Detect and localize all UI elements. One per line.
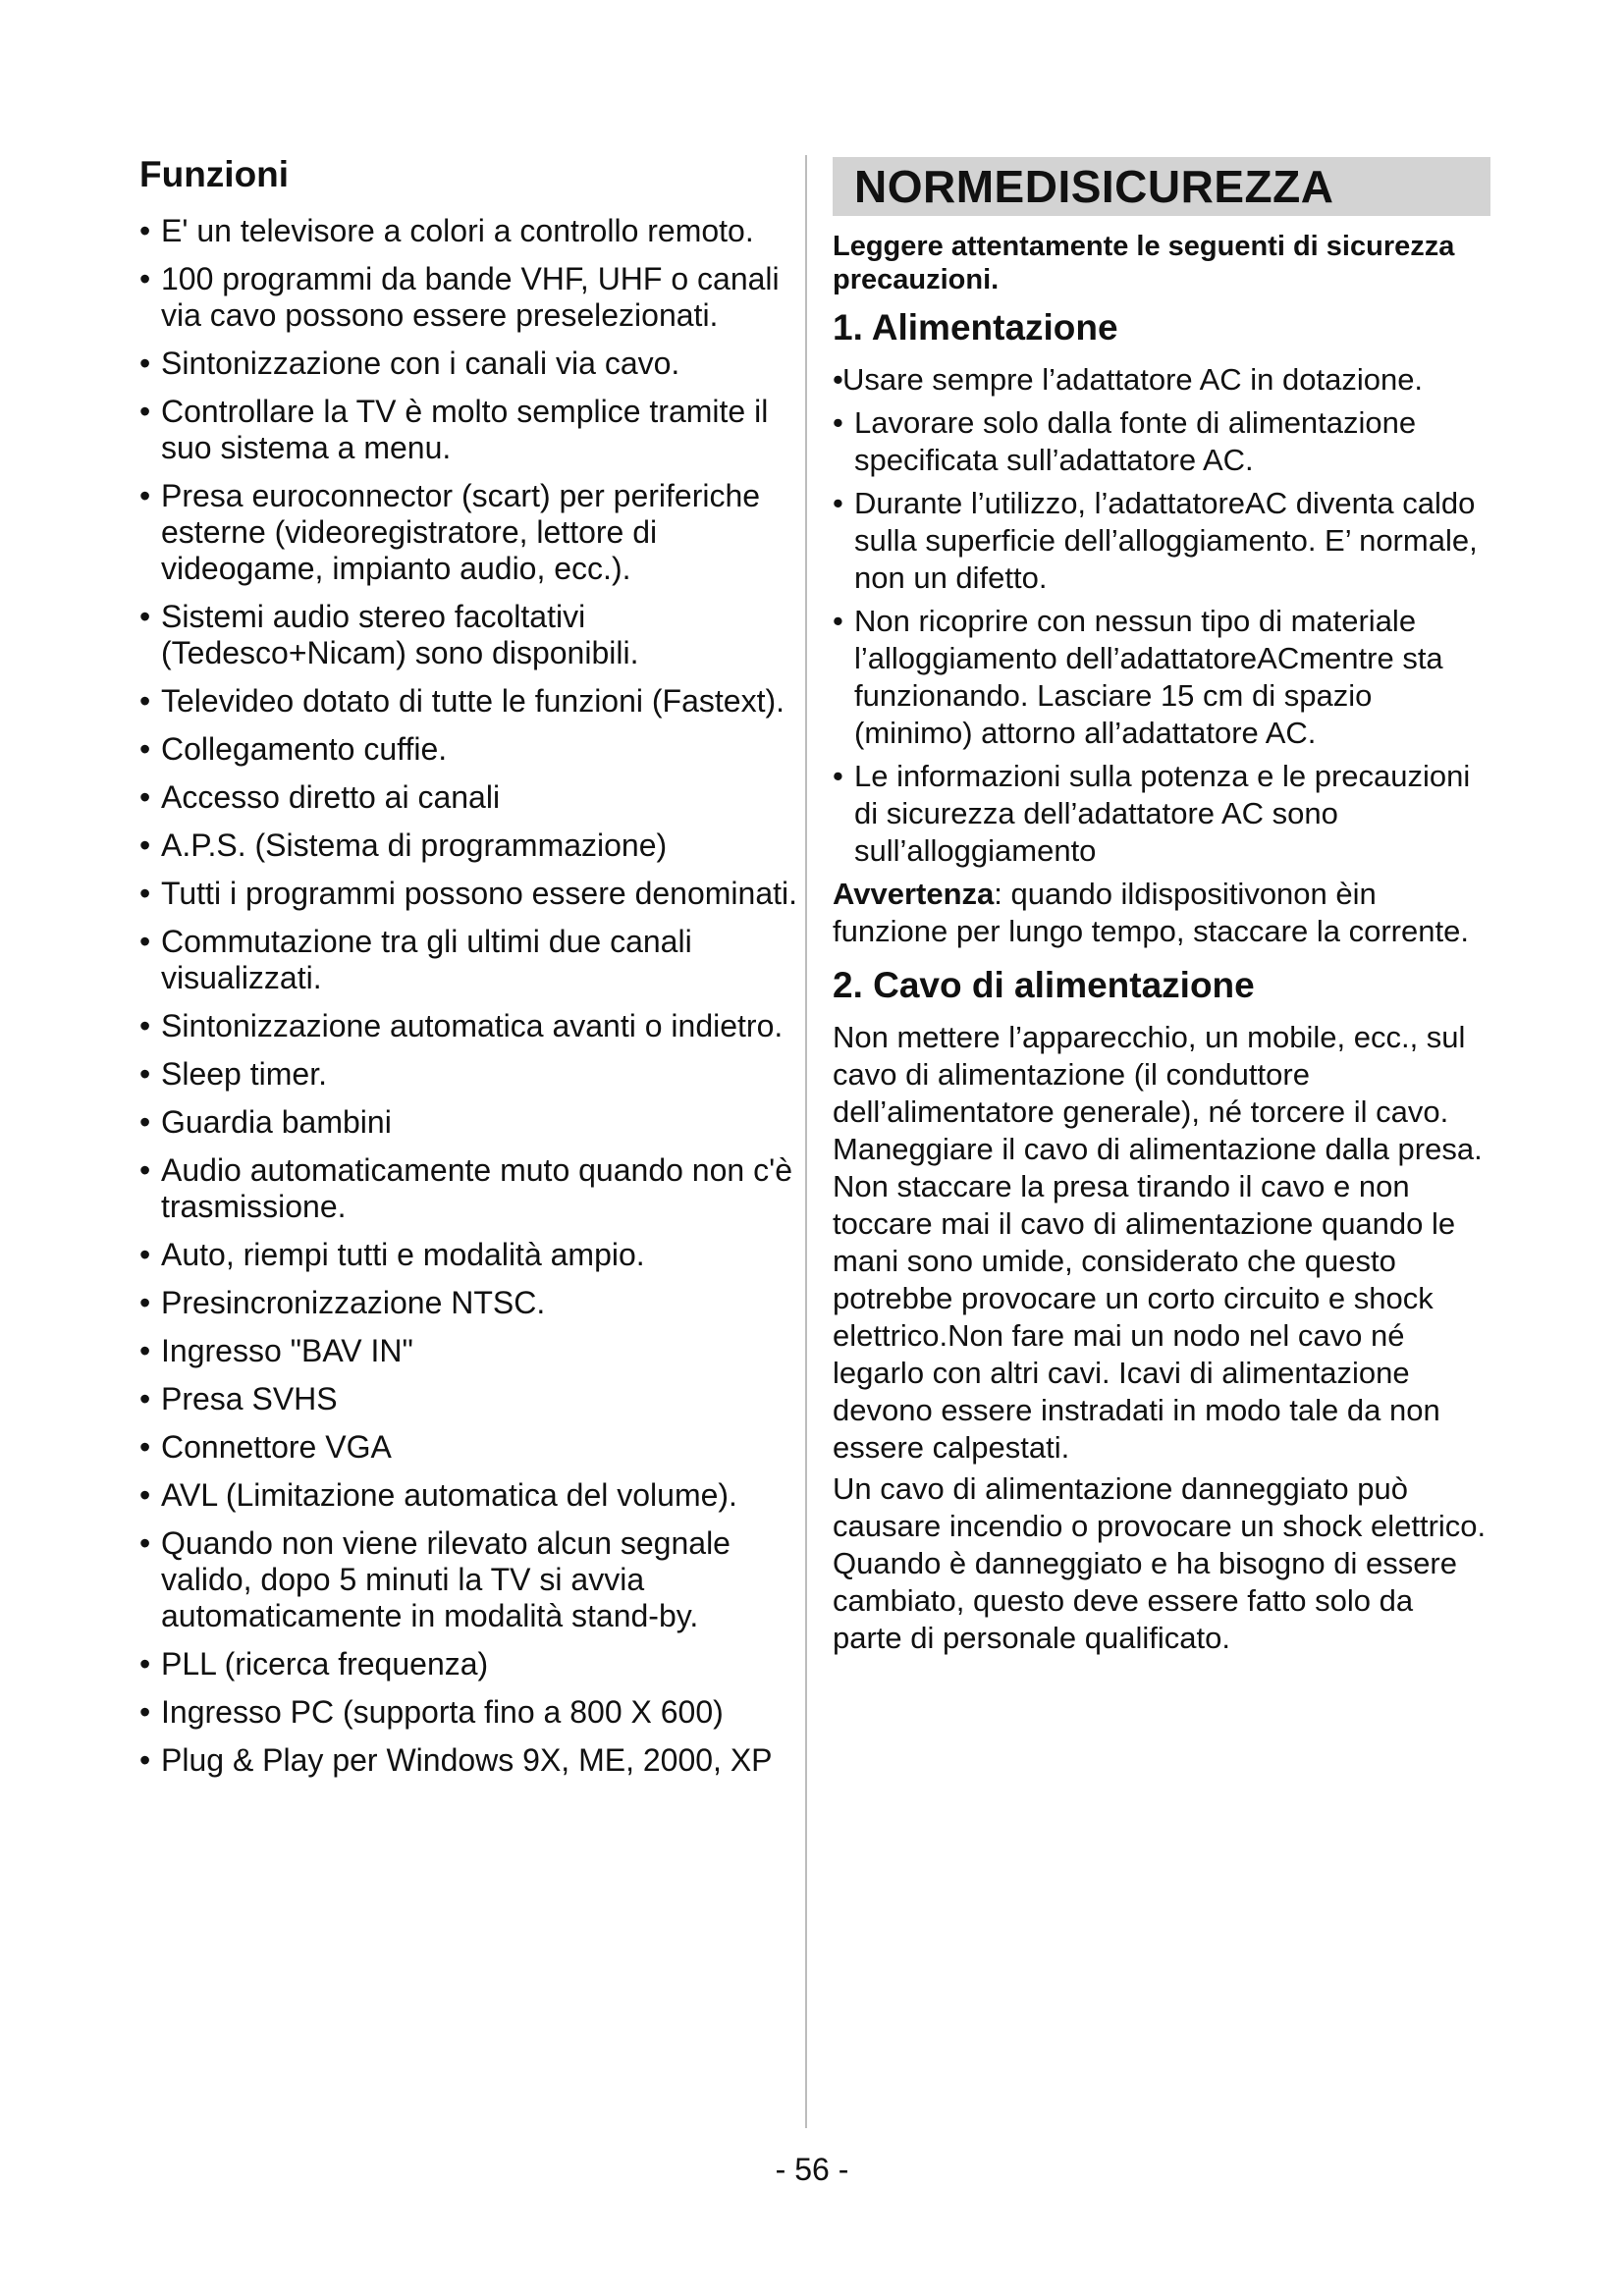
feature-item: • A.P.S. (Sistema di programmazione) xyxy=(139,828,803,864)
feature-item: • AVL (Limitazione automatica del volume). xyxy=(139,1477,803,1514)
feature-item: • Accesso diretto ai canali xyxy=(139,779,803,816)
warning-label: Avvertenza xyxy=(833,877,995,911)
warning-text: : quando ildispositivonon èin funzione per lungo tempo, staccare la corrente. xyxy=(833,877,1469,948)
feature-item: • E' un televisore a colori a controllo remoto. xyxy=(139,213,803,249)
power-item: • Non ricoprire con nessun tipo di materiale l’alloggiamento dell’adattatoreACmentre sta funzionando. Lasciare 15 cm di spazio (minimo) attorno all’adattatore AC. xyxy=(833,603,1490,752)
feature-item: • Sintonizzazione automatica avanti o indietro. xyxy=(139,1008,803,1044)
feature-item: • Quando non viene rilevato alcun segnale valido, dopo 5 minuti la TV si avvia automaticamente in modalità stand-by. xyxy=(139,1525,803,1634)
feature-item: • Presa euroconnector (scart) per periferiche esterne (videoregistratore, lettore di videogame, impianto audio, ecc.). xyxy=(139,478,803,587)
safety-banner: NORMEDISICUREZZA xyxy=(833,157,1490,216)
feature-item: • Audio automaticamente muto quando non c'è trasmissione. xyxy=(139,1152,803,1225)
feature-item: • Auto, riempi tutti e modalità ampio. xyxy=(139,1237,803,1273)
power-item: • Lavorare solo dalla fonte di alimentazione specificata sull’adattatore AC. xyxy=(833,404,1490,479)
power-item: • Usare sempre l’adattatore AC in dotazione. xyxy=(833,361,1490,399)
feature-item: • Plug & Play per Windows 9X, ME, 2000, XP xyxy=(139,1742,803,1779)
features-heading: Funzioni xyxy=(139,154,290,194)
power-item: • Durante l’utilizzo, l’adattatoreAC diventa caldo sulla superficie dell’alloggiamento. E’ normale, non un difetto. xyxy=(833,485,1490,597)
feature-item: • Presa SVHS xyxy=(139,1381,803,1417)
cable-paragraph: Un cavo di alimentazione danneggiato può causare incendio o provocare un shock elettrico. Quando è danneggiato e ha bisogno di essere cambiato, questo deve essere fatto solo da parte di personale qualificato. xyxy=(833,1471,1487,1655)
warning-note xyxy=(833,876,1490,950)
feature-item: • Commutazione tra gli ultimi due canali visualizzati. xyxy=(139,924,803,996)
feature-item: • Sistemi audio stereo facoltativi (Tedesco+Nicam) sono disponibili. xyxy=(139,599,803,671)
feature-item: • Presincronizzazione NTSC. xyxy=(139,1285,803,1321)
features-list xyxy=(139,213,803,1779)
safety-intro: Leggere attentamente le seguenti di sicurezza precauzioni. xyxy=(833,231,1455,295)
feature-item: • 100 programmi da bande VHF, UHF o canali via cavo possono essere preselezionati. xyxy=(139,261,803,334)
power-item: • Le informazioni sulla potenza e le precauzioni di sicurezza dell’adattatore AC sono sull’alloggiamento xyxy=(833,758,1490,870)
page-number: - 56 - xyxy=(775,2152,849,2187)
safety-column xyxy=(833,157,1490,1661)
feature-item: • Televideo dotato di tutte le funzioni (Fastext). xyxy=(139,683,803,720)
section-title-cable: 2. Cavo di alimentazione xyxy=(833,965,1255,1005)
features-column xyxy=(139,155,803,1790)
feature-item: • Collegamento cuffie. xyxy=(139,731,803,768)
power-list xyxy=(833,361,1490,870)
feature-item: • Ingresso "BAV IN" xyxy=(139,1333,803,1369)
cable-paragraph: Non mettere l’apparecchio, un mobile, ecc., sul cavo di alimentazione (il conduttore dell’alimentatore generale), né torcere il cavo. Maneggiare il cavo di alimentazione dalla presa. Non staccare la presa tirando il cavo e non toccare mai il cavo di alimentazione quando le mani sono umide, considerato che questo potrebbe provocare un corto circuito e shock elettrico.Non fare mai un nodo nel cavo né legarlo con altri cavi. Icavi di alimentazione devono essere instradati in modo tale da non essere calpestati. xyxy=(833,1020,1483,1465)
feature-item: • PLL (ricerca frequenza) xyxy=(139,1646,803,1682)
section-title-power: 1. Alimentazione xyxy=(833,307,1118,347)
feature-item: • Sintonizzazione con i canali via cavo. xyxy=(139,346,803,382)
feature-item: • Tutti i programmi possono essere denominati. xyxy=(139,876,803,912)
feature-item: • Sleep timer. xyxy=(139,1056,803,1093)
column-divider xyxy=(805,155,807,2128)
feature-item: • Controllare la TV è molto semplice tramite il suo sistema a menu. xyxy=(139,394,803,466)
feature-item: • Ingresso PC (supporta fino a 800 X 600) xyxy=(139,1694,803,1731)
feature-item: • Connettore VGA xyxy=(139,1429,803,1466)
feature-item: • Guardia bambini xyxy=(139,1104,803,1141)
